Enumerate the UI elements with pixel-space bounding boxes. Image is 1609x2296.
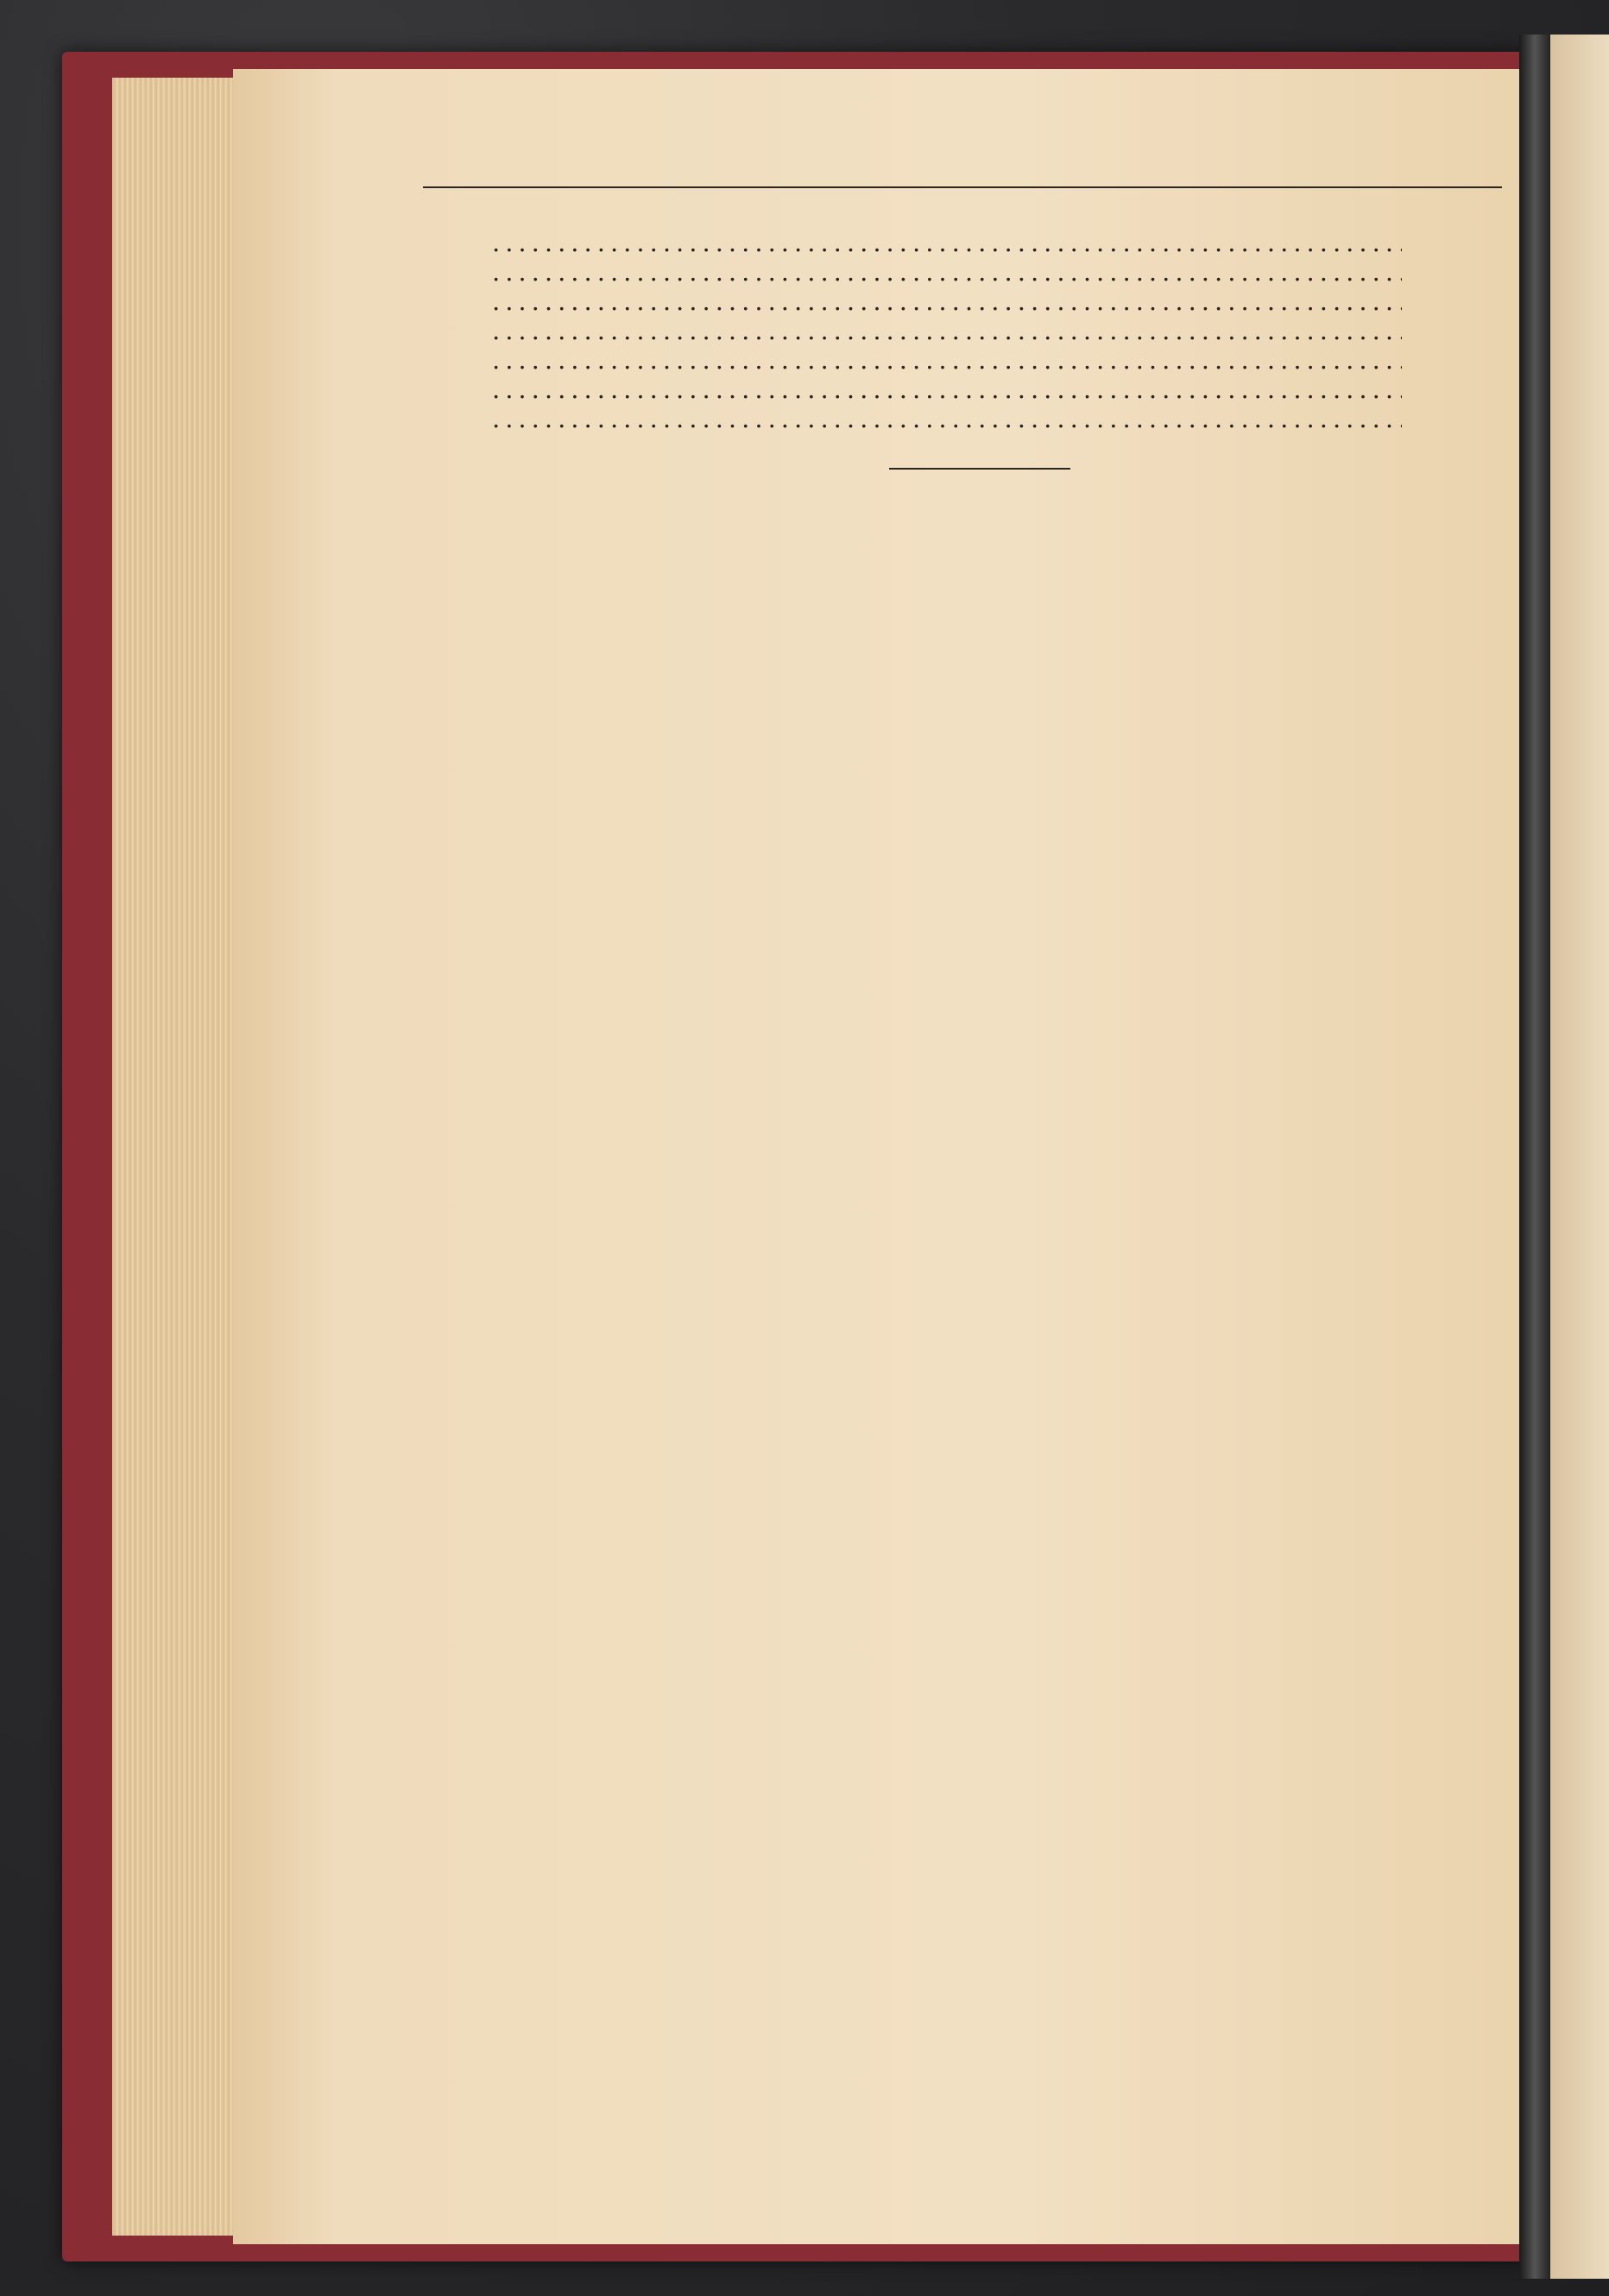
price-row [423,287,1519,316]
price-row [423,257,1519,287]
next-page-fragment [1550,35,1609,2279]
price-row [423,345,1519,375]
leader-dots [492,375,1402,404]
leader-dots [492,404,1402,433]
leader-dots [492,228,1402,257]
book-gutter [1519,35,1550,2279]
price-row [423,316,1519,345]
price-row [423,404,1519,433]
leader-dots [492,287,1402,316]
price-row [423,199,1519,228]
running-head [423,181,1502,188]
leader-dots [492,257,1402,287]
page-content [423,181,1519,495]
leader-dots [492,316,1402,345]
price-row [423,375,1519,404]
price-row [423,228,1519,257]
section-divider [889,468,1070,470]
leader-dots [492,345,1402,375]
price-list [423,199,1519,433]
